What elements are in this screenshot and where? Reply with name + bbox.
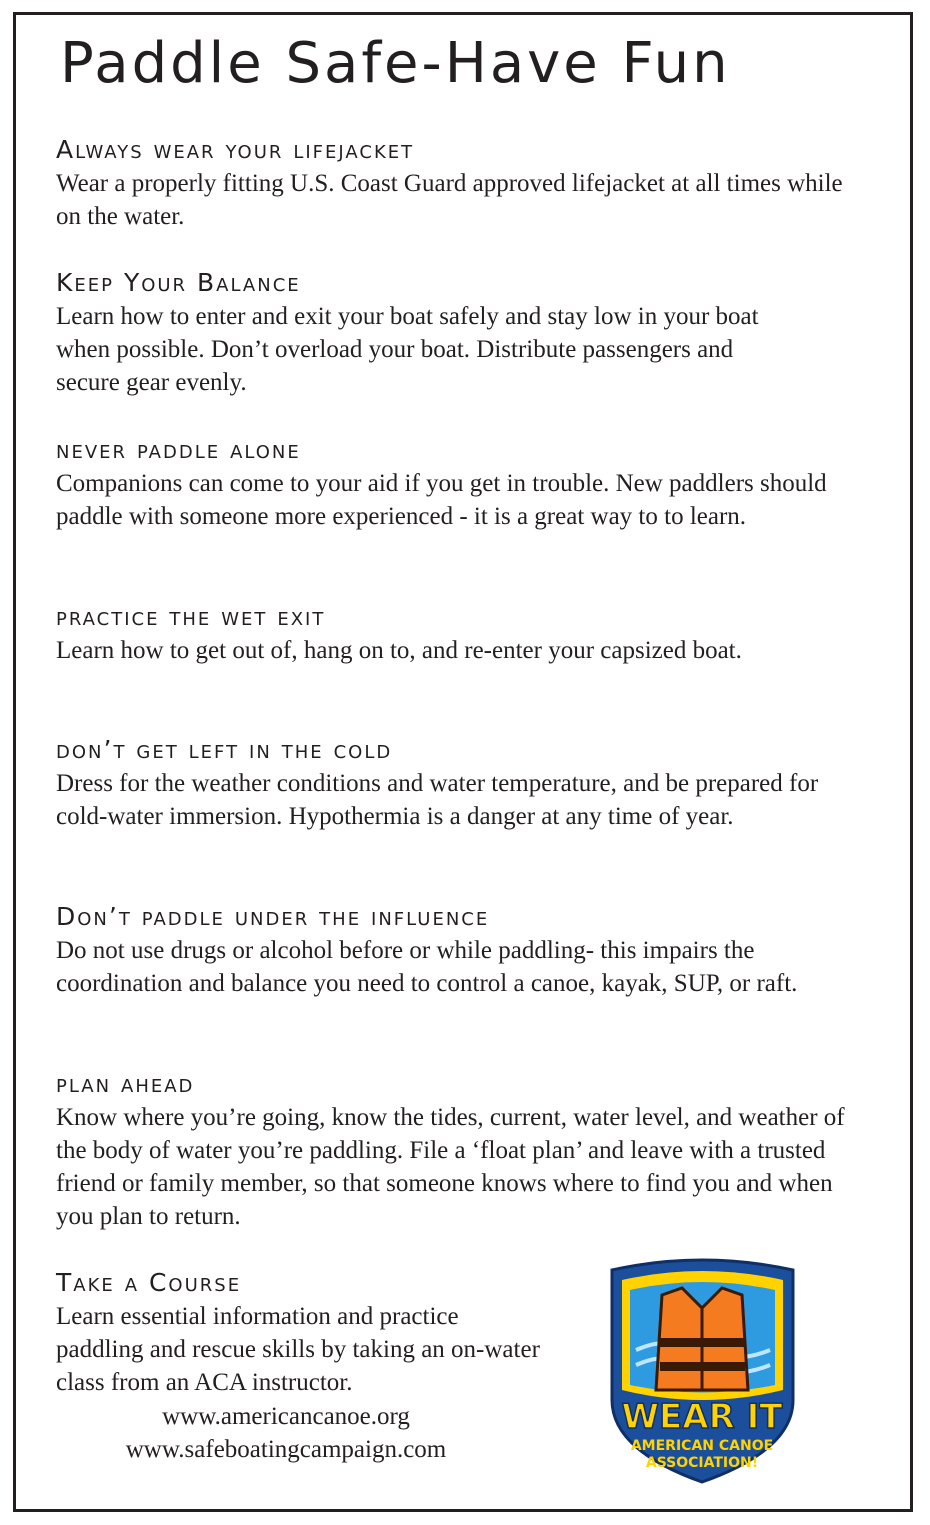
section-lifejacket: [56, 135, 856, 233]
section-body: Wear a properly fitting U.S. Coast Guard approved lifejacket at all times while on the water.: [56, 170, 843, 230]
section-course: [56, 1268, 546, 1399]
section-balance: [56, 268, 856, 399]
section-body: Dress for the weather conditions and water temperature, and be prepared for cold-water immersion. Hypothermia is a danger at any time of year.: [56, 770, 819, 830]
section-body: Learn how to get out of, hang on to, and re-enter your capsized boat.: [56, 637, 742, 664]
logo-aca-line1: AMERICAN CANOE: [630, 1438, 774, 1454]
section-cold: [56, 735, 856, 833]
section-heading: never paddle alone: [56, 435, 301, 464]
website-links: [56, 1400, 516, 1466]
section-body: Know where you’re going, know the tides, current, water level, and weather of the body of water you’re paddling. File a ‘float plan’ and leave with a trusted friend or family member, so that someone knows where to find you and when you plan to return.: [56, 1104, 845, 1230]
section-heading: Take a Course: [56, 1268, 242, 1297]
section-body: Learn how to enter and exit your boat safely and stay low in your boat when possible. Don’t overload your boat. Distribute passengers and secure gear evenly.: [56, 303, 759, 396]
section-heading: Don’t paddle under the influence: [56, 902, 490, 931]
safe-boating-website-link[interactable]: www.safeboatingcampaign.com: [125, 1436, 447, 1463]
section-wet-exit: [56, 602, 856, 667]
section-heading: plan ahead: [56, 1069, 195, 1098]
logo-wear-it-text: WEAR IT: [621, 1397, 783, 1437]
section-body: Learn essential information and practice paddling and rescue skills by taking an on-water class from an ACA instructor.: [56, 1303, 540, 1396]
section-alone: [56, 435, 856, 533]
section-influence: [56, 902, 856, 1000]
section-body: Companions can come to your aid if you get in trouble. New paddlers should paddle with someone more experienced - it is a great way to to learn.: [56, 470, 827, 530]
section-heading: Keep Your Balance: [56, 268, 301, 297]
section-heading: Always wear your lifejacket: [56, 135, 415, 164]
wear-it-logo: [600, 1250, 805, 1485]
section-plan: [56, 1069, 856, 1233]
section-heading: don’t get left in the cold: [56, 735, 393, 764]
section-body: Do not use drugs or alcohol before or while paddling- this impairs the coordination and balance you need to control a canoe, kayak, SUP, or raft.: [56, 937, 798, 997]
aca-website-link[interactable]: www.americancanoe.org: [162, 1403, 410, 1430]
section-heading: practice the wet exit: [56, 602, 326, 631]
page-title: Paddle Safe-Have Fun: [60, 31, 731, 96]
logo-aca-line2: ASSOCIATION!: [645, 1455, 759, 1471]
